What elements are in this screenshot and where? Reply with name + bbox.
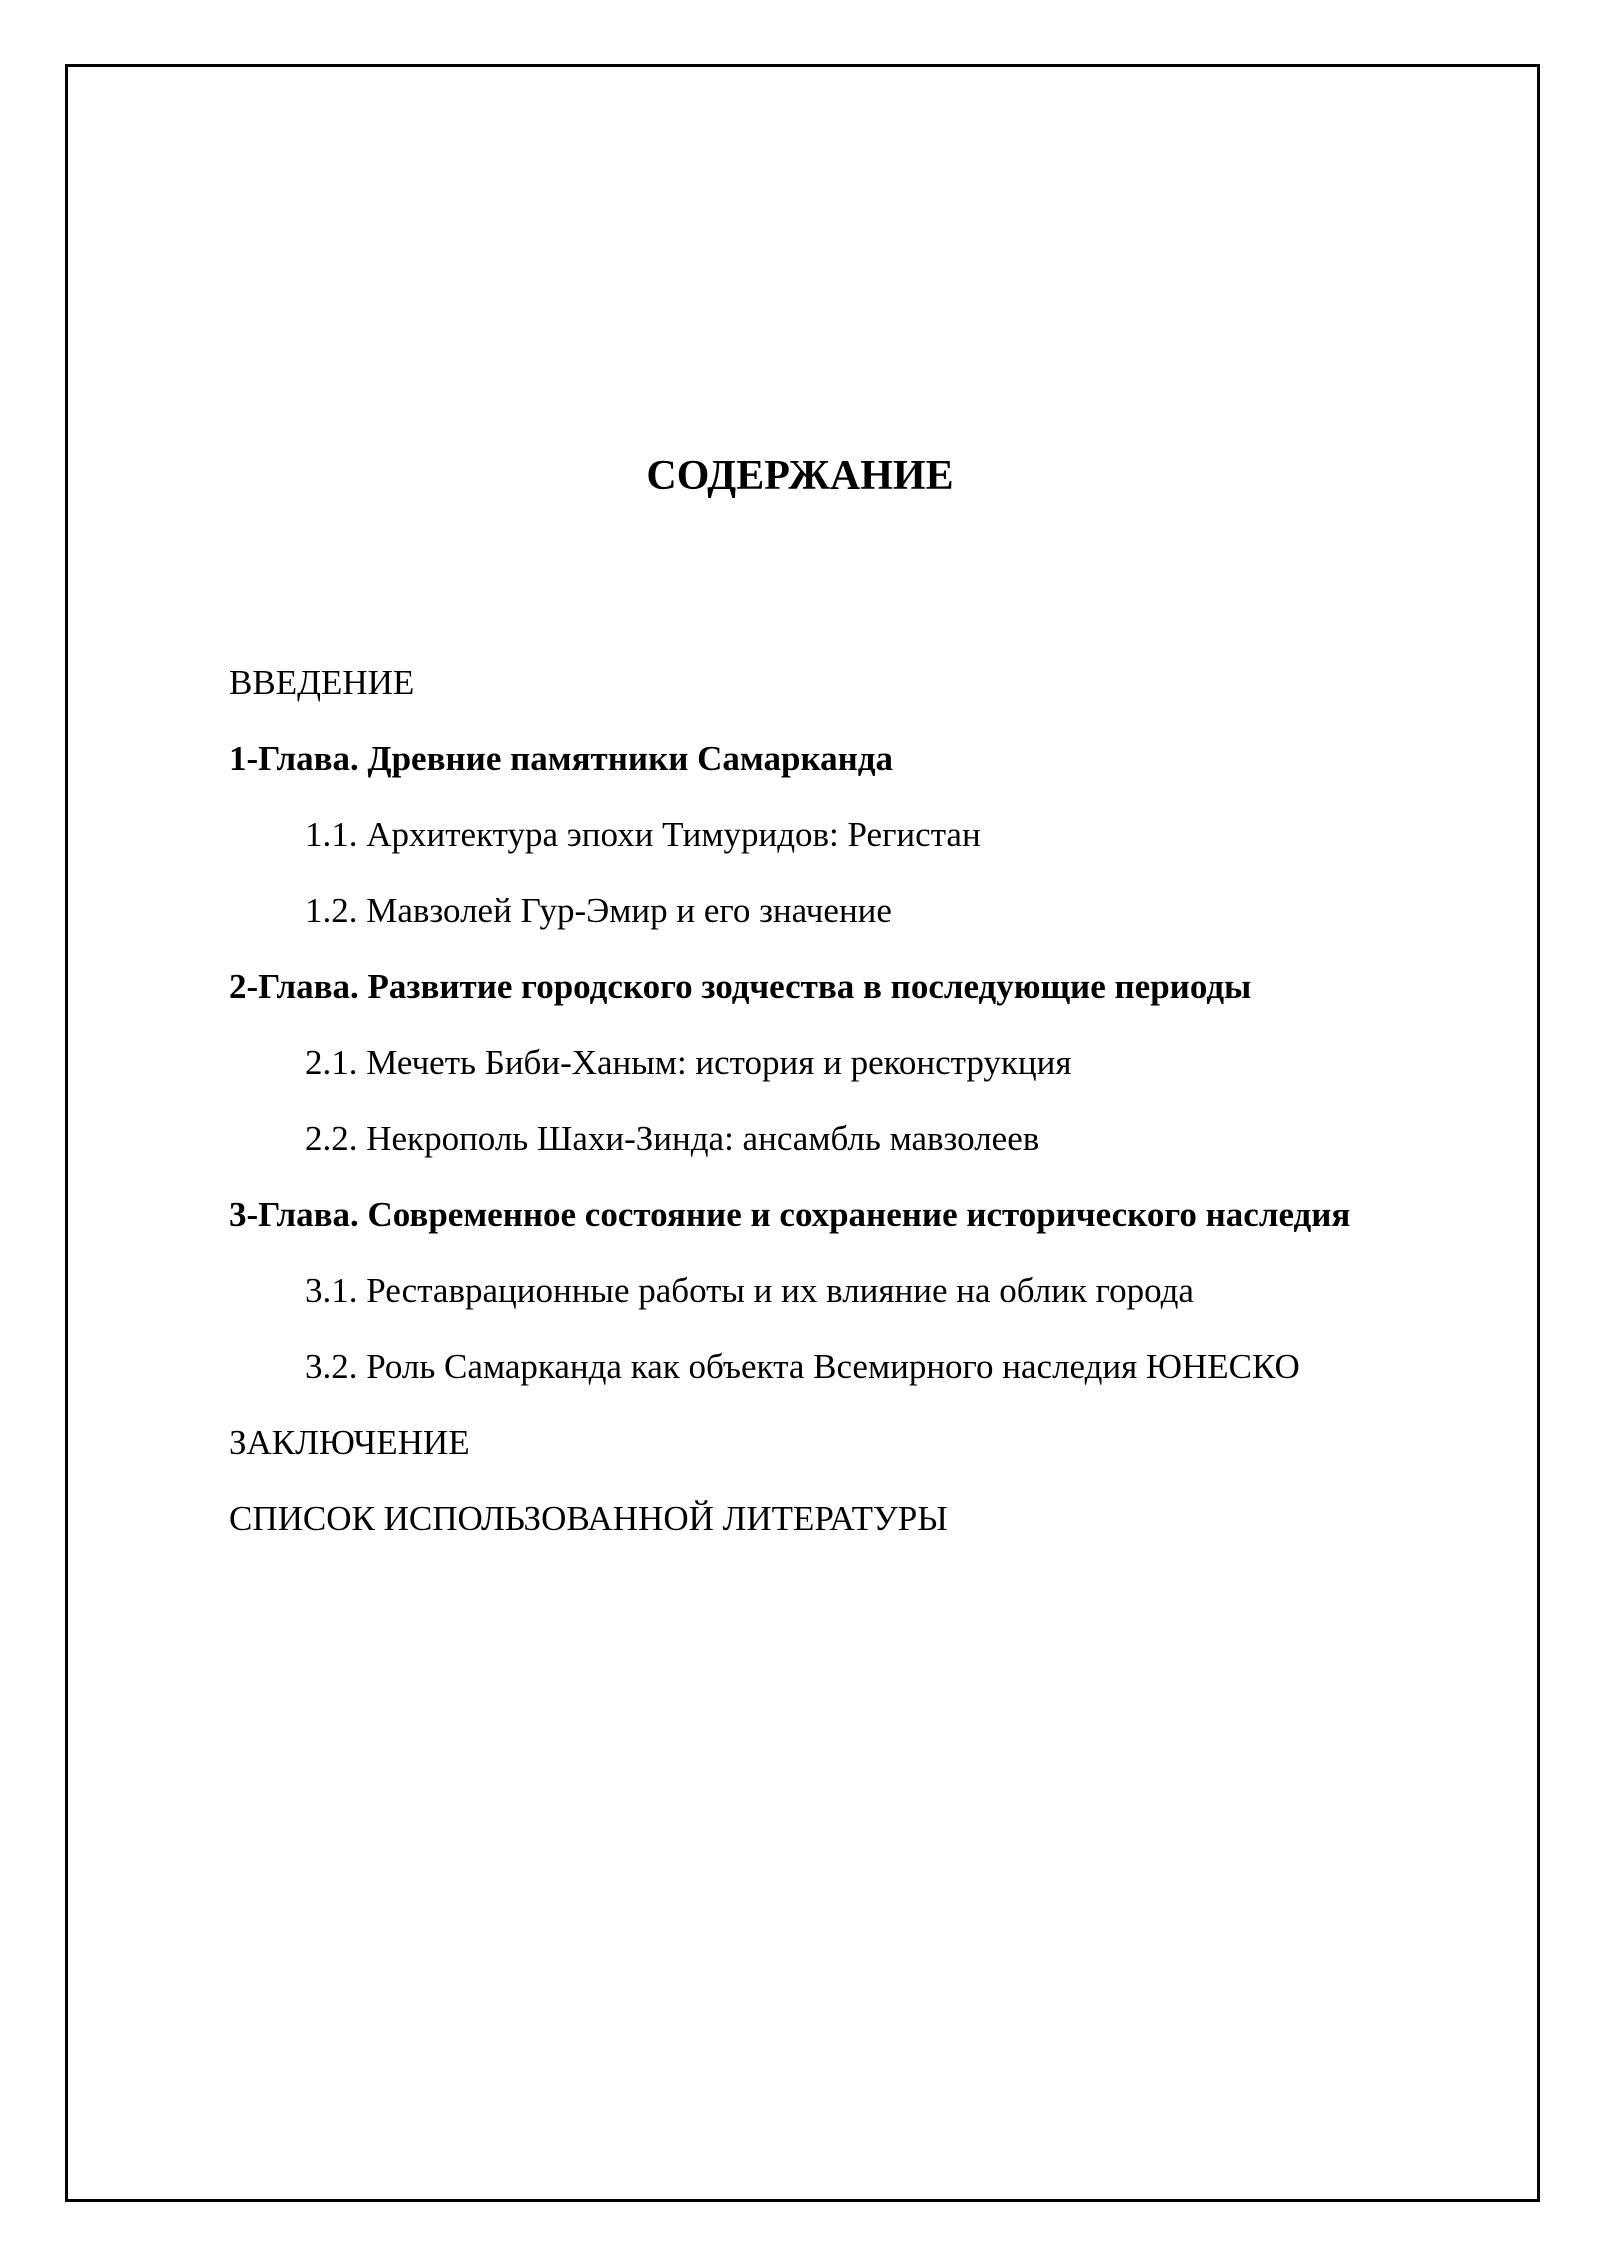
toc-item-section-1-1: 1.1. Архитектура эпохи Тимуридов: Регистан: [305, 815, 981, 854]
toc-item-chapter-1: 1-Глава. Древние памятники Самарканда: [229, 739, 894, 778]
toc-item-chapter-3: 3-Глава. Современное состояние и сохранение исторического наследия: [229, 1195, 1351, 1234]
toc-item-introduction: ВВЕДЕНИЕ: [229, 663, 415, 702]
page-title: СОДЕРЖАНИЕ: [646, 453, 954, 499]
toc-item-section-2-2: 2.2. Некрополь Шахи-Зинда: ансамбль мавзолеев: [305, 1119, 1040, 1158]
toc-item-conclusion: ЗАКЛЮЧЕНИЕ: [229, 1423, 470, 1462]
toc-item-section-2-1: 2.1. Мечеть Биби-Ханым: история и реконструкция: [305, 1043, 1072, 1082]
toc-item-references: СПИСОК ИСПОЛЬЗОВАННОЙ ЛИТЕРАТУРЫ: [229, 1499, 948, 1538]
toc-item-section-1-2: 1.2. Мавзолей Гур-Эмир и его значение: [305, 891, 892, 930]
toc-item-chapter-2: 2-Глава. Развитие городского зодчества в последующие периоды: [229, 967, 1252, 1006]
table-of-contents: [229, 645, 1509, 1557]
toc-item-section-3-2: 3.2. Роль Самарканда как объекта Всемирного наследия ЮНЕСКО: [305, 1347, 1300, 1386]
toc-item-section-3-1: 3.1. Реставрационные работы и их влияние на облик города: [305, 1271, 1194, 1310]
